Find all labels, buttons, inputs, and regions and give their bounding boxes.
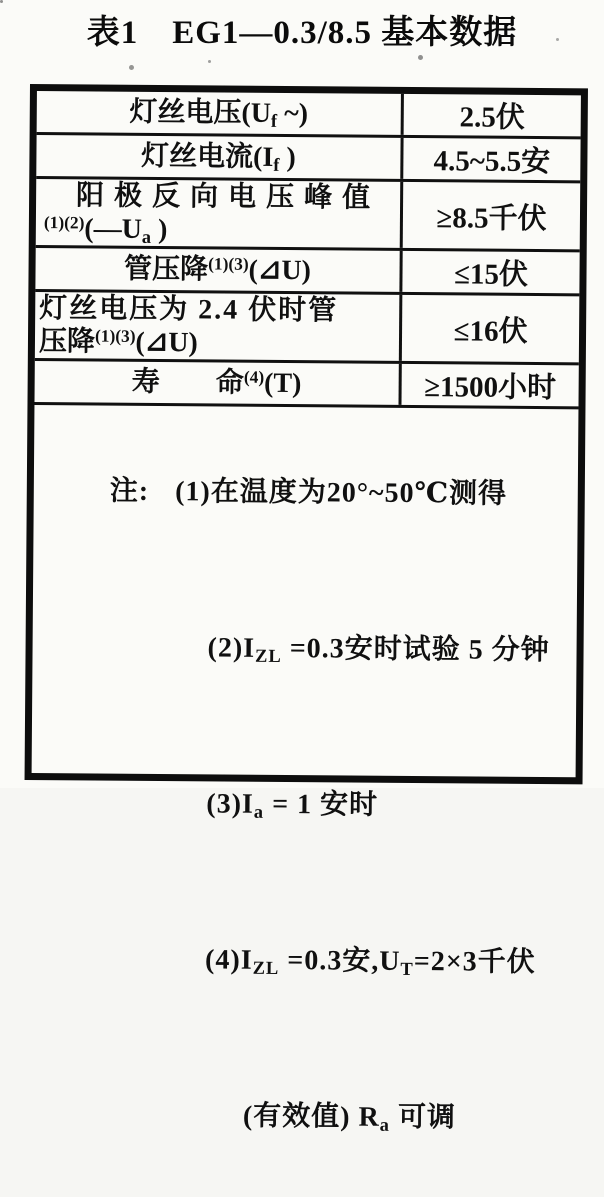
note-text: $(3)I_a = 1$ 安时 — [206, 788, 379, 822]
note-line — [33, 413, 578, 573]
note-line — [31, 725, 576, 885]
row-label — [35, 292, 400, 361]
row-value: ≥8.5千伏 — [400, 182, 581, 249]
row-label-text: 灯丝电压为 2.4 伏时管 — [39, 293, 339, 327]
row-label-text: 管压降$^{(1)(3)}$(⊿U) — [124, 253, 312, 287]
table-row — [35, 248, 579, 296]
row-value: ≥1500小时 — [398, 364, 578, 406]
row-value: ≤16伏 — [399, 295, 580, 362]
note-text: (有效值) $R_a$ 可调 — [242, 1100, 457, 1135]
row-label — [35, 248, 399, 292]
row-label-text: 灯丝电流($I_f$ ) — [140, 140, 296, 175]
row-value: 2.5伏 — [401, 94, 581, 136]
note-line — [28, 1037, 573, 1197]
row-label-text: 压降$^{(1)(3)}$(⊿U) — [38, 326, 198, 359]
note-text: $(2)I_{ZL} =0.3$安时试验 5 分钟 — [207, 632, 550, 667]
table-row — [35, 292, 580, 365]
row-label — [36, 135, 400, 179]
row-label — [36, 179, 401, 248]
row-label-text: 阳极反向电压峰值 — [76, 180, 381, 214]
row-label-text: 灯丝电压($U_f$ ~) — [129, 96, 309, 131]
row-value: 4.5~5.5安 — [400, 138, 580, 180]
table-row — [37, 91, 581, 139]
note-text: (1)在温度为20°~50℃测得 — [175, 476, 508, 510]
row-label-text: $^{(1)(2)}(—U_a$ ) — [43, 213, 168, 247]
note-text: $(4)I_{ZL} =0.3$安$,U_T=2\times 3$千伏 — [205, 944, 536, 980]
notes-section — [28, 405, 578, 1197]
scan-noise-specks — [0, 0, 3, 3]
table-row — [34, 361, 578, 409]
spec-table — [25, 84, 588, 1135]
row-label — [35, 361, 399, 405]
row-value: ≤15伏 — [399, 251, 579, 293]
row-label-text: 寿 命$^{(4)}$(T) — [131, 366, 302, 400]
row-label — [37, 91, 401, 135]
table-row — [36, 179, 581, 252]
notes-prefix: 注: — [109, 475, 150, 507]
note-line — [30, 881, 575, 1041]
note-line — [32, 569, 577, 729]
page-title: 表1 EG1—0.3/8.5 基本数据 — [86, 15, 518, 51]
table-row — [36, 135, 580, 183]
